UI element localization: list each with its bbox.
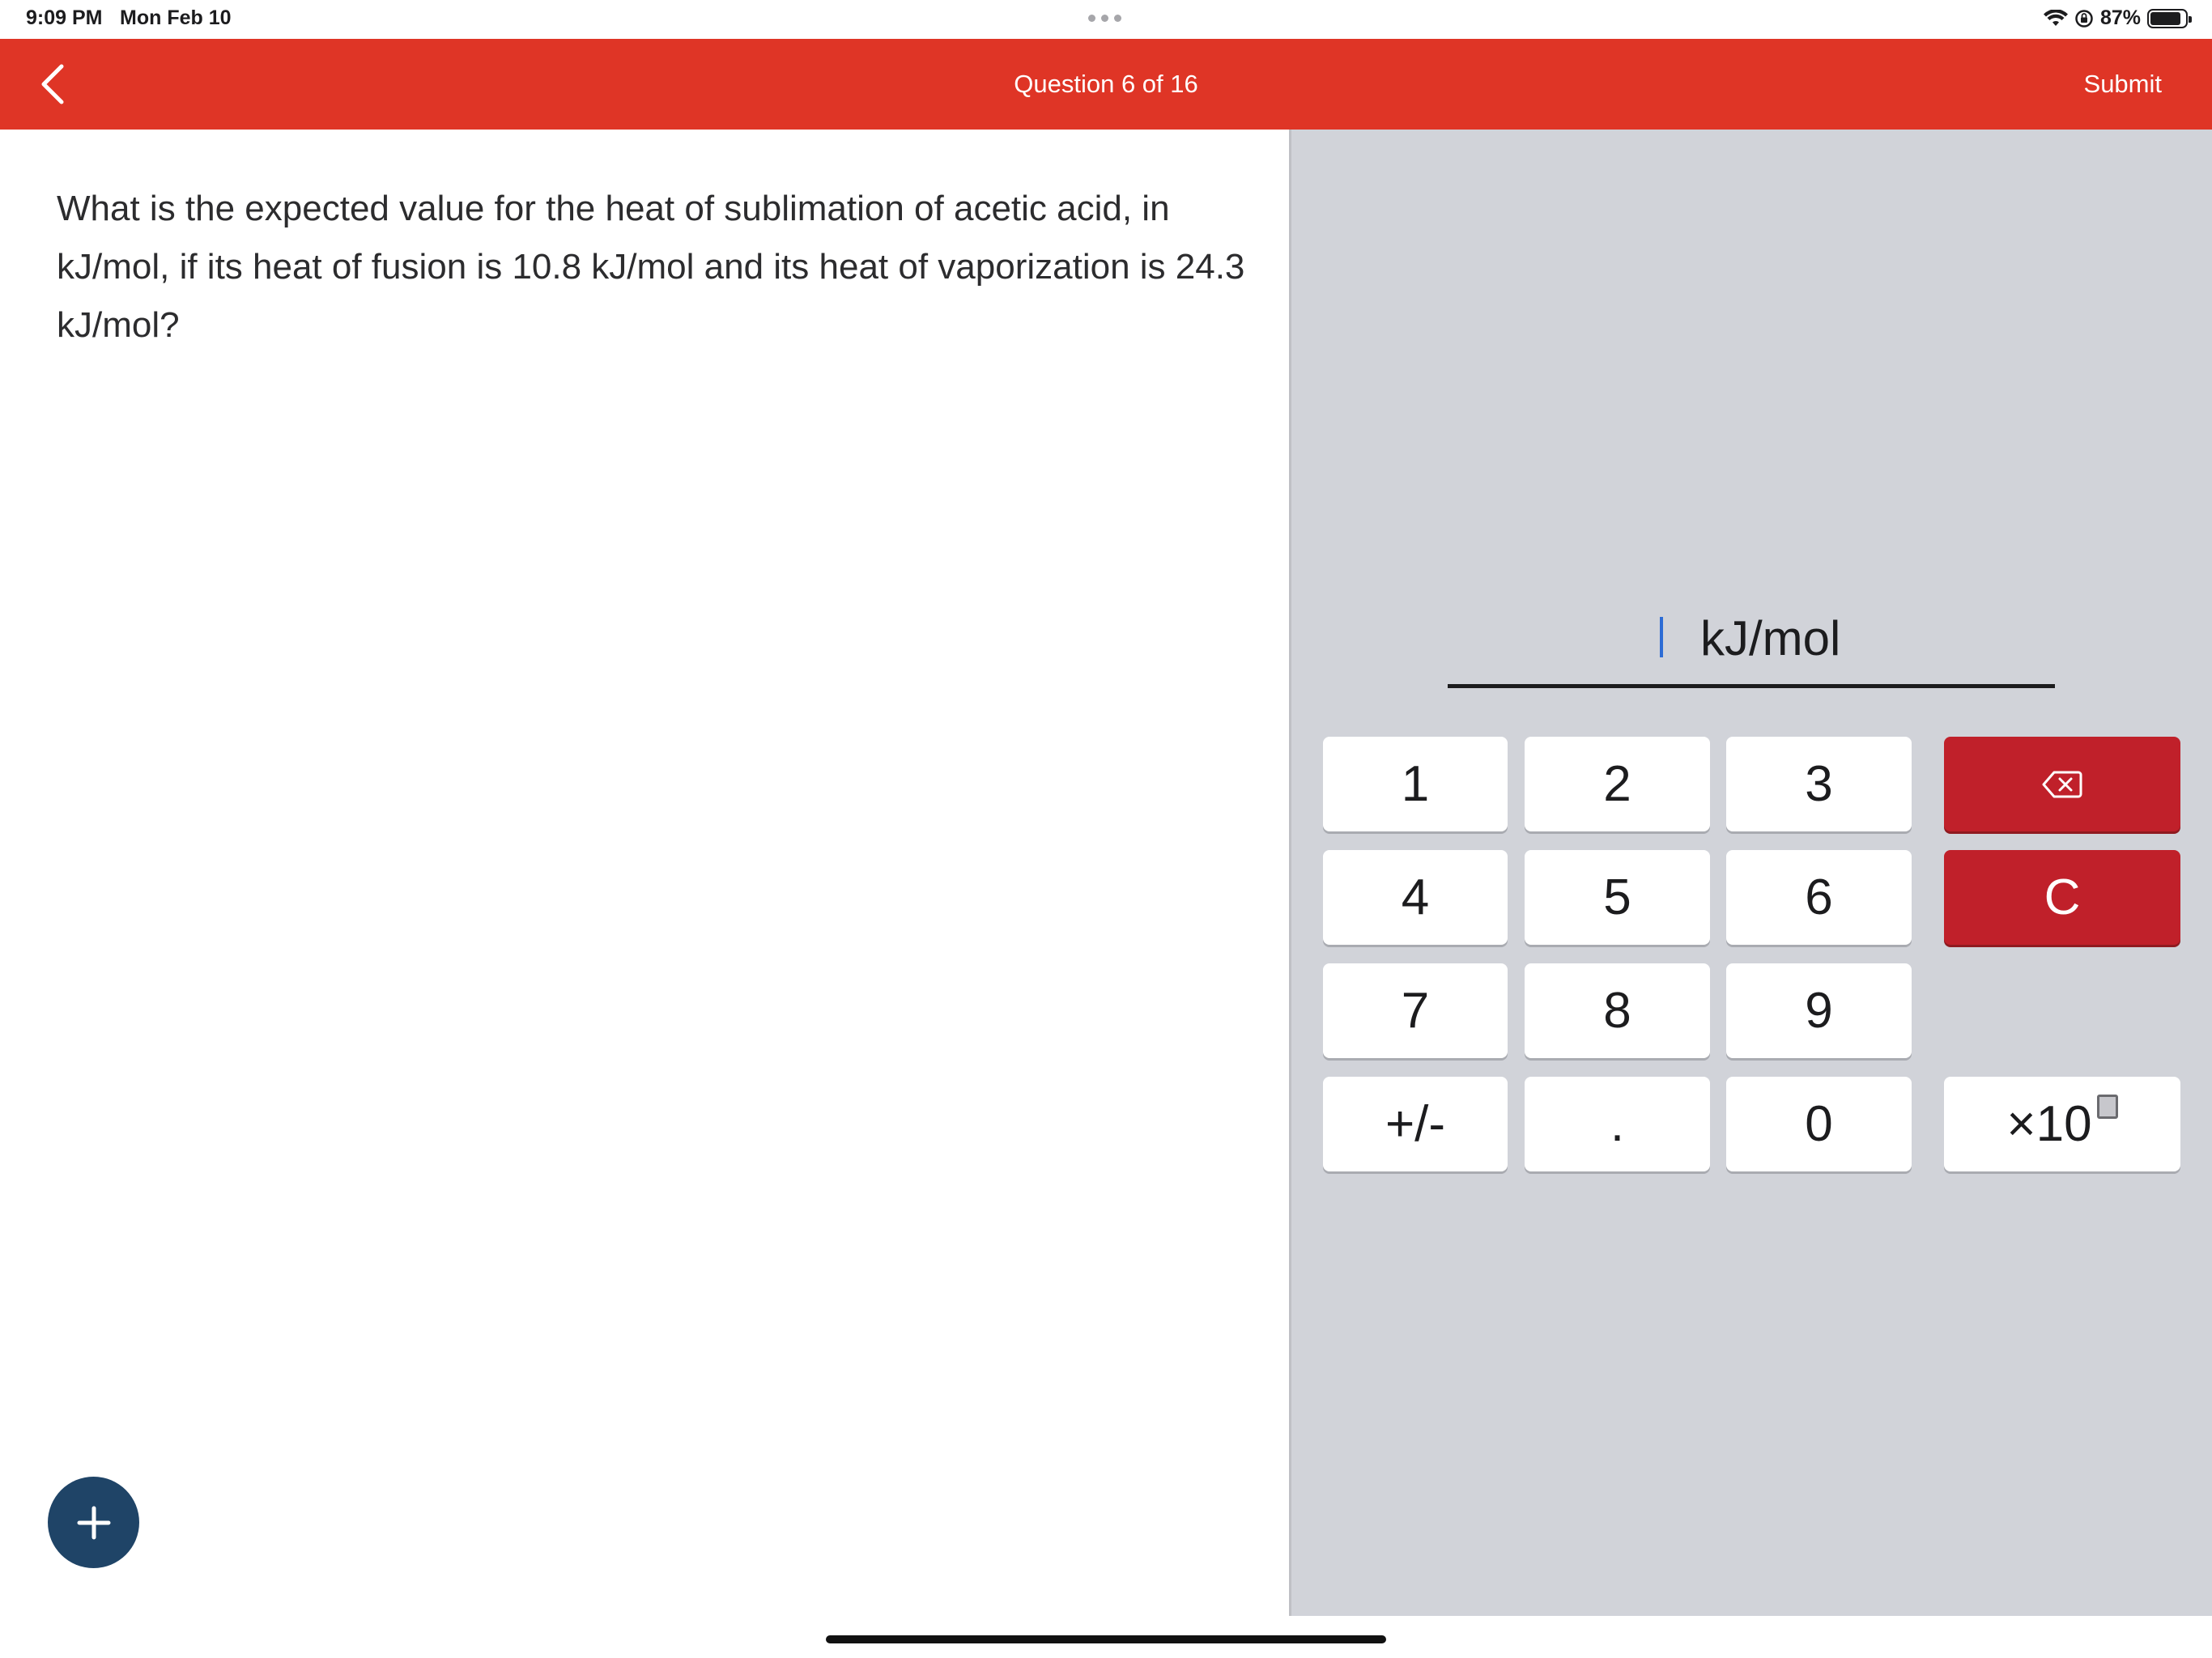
key-6[interactable]: 6 — [1726, 850, 1912, 945]
sign-toggle-button[interactable]: +/- — [1323, 1077, 1508, 1171]
status-date: Mon Feb 10 — [120, 6, 232, 29]
wifi-icon — [2044, 10, 2068, 28]
key-3[interactable]: 3 — [1726, 737, 1912, 831]
text-cursor — [1660, 617, 1663, 657]
key-2[interactable]: 2 — [1525, 737, 1710, 831]
answer-field[interactable] — [1448, 597, 2055, 688]
exponent-box-icon — [2097, 1095, 2118, 1119]
status-time: 9:09 PM — [26, 6, 103, 29]
key-8[interactable]: 8 — [1525, 963, 1710, 1058]
decimal-button[interactable]: . — [1525, 1077, 1710, 1171]
orientation-lock-icon — [2074, 9, 2094, 28]
question-header — [0, 39, 2212, 130]
battery-percent: 87% — [2099, 6, 2141, 29]
home-indicator[interactable] — [826, 1635, 1386, 1643]
question-counter: Question 6 of 16 — [1014, 70, 1198, 98]
times-ten-button[interactable] — [1944, 1077, 2180, 1171]
backspace-icon — [2042, 770, 2082, 799]
plus-icon — [76, 1505, 112, 1541]
times-ten-label: ×10 — [2006, 1096, 2092, 1152]
question-text: What is the expected value for the heat of sublimation of acetic acid, in kJ/mol, if its heat of fusion is 10.8 kJ/mol and its heat of vaporization is 24.3 kJ/mol? — [57, 189, 1245, 345]
submit-button[interactable]: Submit — [2083, 70, 2162, 98]
key-4[interactable]: 4 — [1323, 850, 1508, 945]
backspace-button[interactable] — [1944, 737, 2180, 831]
unit-label: kJ/mol — [1700, 611, 1841, 665]
key-7[interactable]: 7 — [1323, 963, 1508, 1058]
battery-icon — [2147, 9, 2188, 28]
status-indicators — [2044, 6, 2188, 30]
add-button[interactable] — [48, 1477, 139, 1568]
question-pane — [0, 130, 1289, 1616]
status-bar — [0, 0, 2212, 39]
key-5[interactable]: 5 — [1525, 850, 1710, 945]
key-0[interactable]: 0 — [1726, 1077, 1912, 1171]
key-9[interactable]: 9 — [1726, 963, 1912, 1058]
clear-button[interactable]: C — [1944, 850, 2180, 945]
multitasking-menu-icon[interactable] — [1088, 15, 1121, 22]
battery-fill — [2150, 12, 2180, 25]
key-1[interactable]: 1 — [1323, 737, 1508, 831]
